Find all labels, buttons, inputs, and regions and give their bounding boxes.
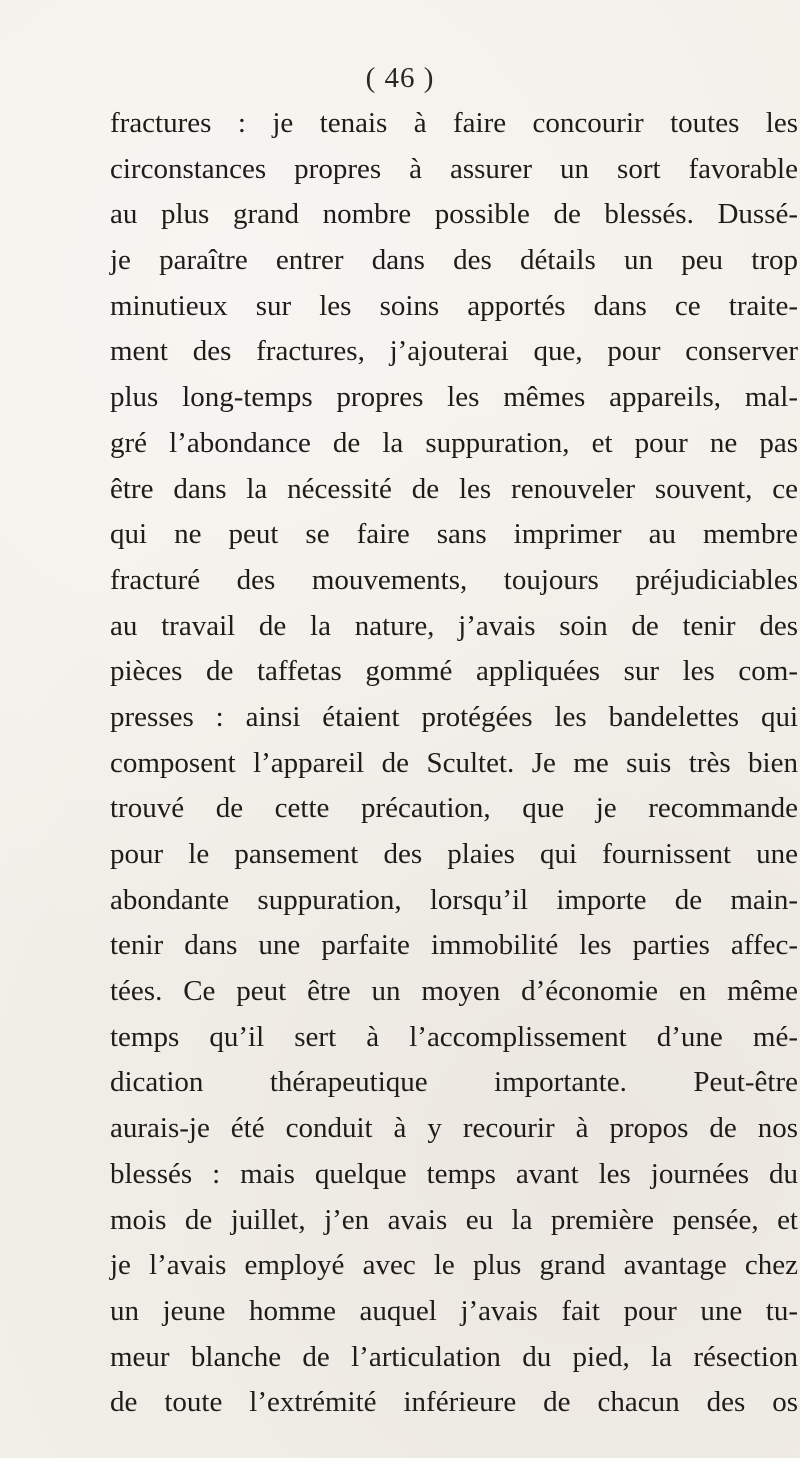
text-line: presses : ainsi étaient protégées les bandelettes qui xyxy=(110,700,798,733)
text-line: être dans la nécessité de les renouveler souvent, ce xyxy=(110,472,798,505)
text-line: un jeune homme auquel j’avais fait pour une tu- xyxy=(110,1294,798,1327)
text-line: tenir dans une parfaite immobilité les parties affec- xyxy=(110,929,798,962)
text-line: au plus grand nombre possible de blessés. Dussé- xyxy=(110,198,798,231)
text-line: ment des fractures, j’ajouterai que, pour conserver xyxy=(110,335,798,368)
text-line: pour le pansement des plaies qui fournissent une xyxy=(110,838,798,870)
text-line: fracturé des mouvements, toujours préjudiciables xyxy=(110,563,798,596)
text-line: je l’avais employé avec le plus grand avantage chez xyxy=(110,1249,798,1282)
text-line: meur blanche de l’articulation du pied, la résection xyxy=(110,1340,798,1373)
text-line: aurais-je été conduit à y recourir à propos de nos xyxy=(110,1112,798,1145)
page-number: ( 46 ) xyxy=(365,62,435,94)
text-line: circonstances propres à assurer un sort favorable xyxy=(110,152,798,185)
text-line: trouvé de cette précaution, que je recommande xyxy=(110,792,798,825)
text-line: gré l’abondance de la suppuration, et pour ne pas xyxy=(110,426,798,459)
text-line: temps qu’il sert à l’accomplissement d’une mé- xyxy=(110,1020,798,1053)
text-line: minutieux sur les soins apportés dans ce traite- xyxy=(110,289,798,322)
body-text xyxy=(110,101,800,1426)
text-line: blessés : mais quelque temps avant les journées du xyxy=(110,1157,798,1190)
text-line: tées. Ce peut être un moyen d’économie en même xyxy=(110,975,798,1008)
text-line: de toute l’extrémité inférieure de chacun des os xyxy=(110,1386,798,1419)
text-line: qui ne peut se faire sans imprimer au membre xyxy=(110,518,798,551)
text-line: abondante suppuration, lorsqu’il importe de main- xyxy=(110,883,798,916)
text-line: dication thérapeutique importante. Peut-être xyxy=(110,1066,798,1099)
text-line: je paraître entrer dans des détails un peu trop xyxy=(110,244,798,277)
text-line: composent l’appareil de Scultet. Je me suis très bien xyxy=(110,746,798,779)
text-line: plus long-temps propres les mêmes appareils, mal- xyxy=(110,381,798,414)
text-line: au travail de la nature, j’avais soin de tenir des xyxy=(110,609,798,642)
text-line: fractures : je tenais à faire concourir toutes les xyxy=(110,107,798,139)
text-line: pièces de taffetas gommé appliquées sur les com- xyxy=(110,655,798,688)
text-line: mois de juillet, j’en avais eu la première pensée, et xyxy=(110,1203,798,1236)
